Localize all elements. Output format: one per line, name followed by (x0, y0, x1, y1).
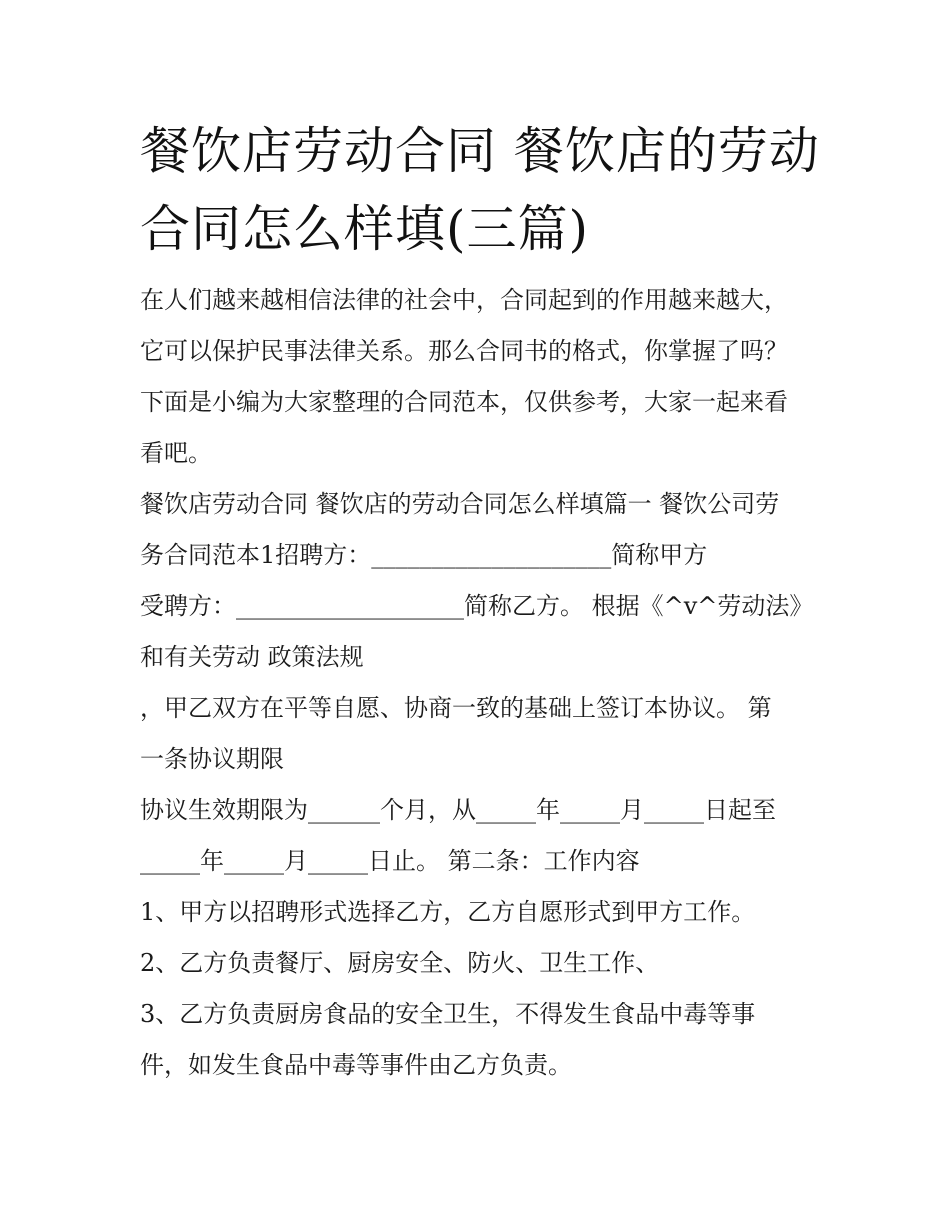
body-line-5: 餐饮店劳动合同 餐饮店的劳动合同怎么样填篇一 餐饮公司劳 (140, 490, 780, 518)
body-line-14: 2、乙方负责餐厅、厨房安全、防火、卫生工作、 (140, 949, 660, 977)
body-line-6: 务合同范本1招聘方：____________________简称甲方 (140, 541, 708, 569)
document-title (140, 112, 820, 268)
title-line-2: 合同怎么样填(三篇) (140, 200, 590, 258)
body-line-13: 1、甲方以招聘形式选择乙方，乙方自愿形式到甲方工作。 (140, 898, 756, 926)
body-line-4: 看吧。 (140, 439, 212, 467)
body-line-15: 3、乙方负责厨房食品的安全卫生，不得发生食品中毒等事 (140, 1000, 756, 1028)
body-line-7: 受聘方：___________________简称乙方。 根据《^v^劳动法》 (140, 592, 814, 620)
body-line-10: 一条协议期限 (140, 745, 284, 773)
body-line-16: 件，如发生食品中毒等事件由乙方负责。 (140, 1051, 572, 1079)
body-line-11: 协议生效期限为______个月，从_____年_____月_____日起至 (140, 796, 776, 824)
body-line-12: _____年_____月_____日止。 第二条：工作内容 (140, 847, 640, 875)
body-line-9: ，甲乙双方在平等自愿、协商一致的基础上签订本协议。 第 (140, 694, 772, 722)
body-line-8: 和有关劳动 政策法规 (140, 643, 364, 671)
body-line-1: 在人们越来越相信法律的社会中，合同起到的作用越来越大， (140, 286, 788, 314)
body-line-2: 它可以保护民事法律关系。那么合同书的格式，你掌握了吗？ (140, 337, 788, 365)
title-line-1: 餐饮店劳动合同 餐饮店的劳动 (140, 122, 820, 180)
body-line-3: 下面是小编为大家整理的合同范本，仅供参考，大家一起来看 (140, 388, 788, 416)
